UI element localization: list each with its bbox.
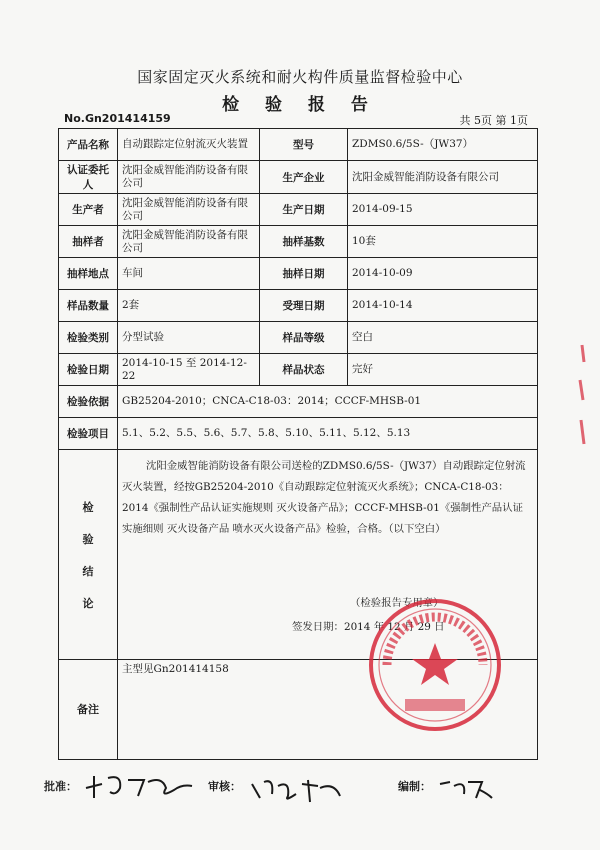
field-label: 检验依据 <box>59 386 118 418</box>
field-value: 5.1、5.2、5.5、5.6、5.7、5.8、5.10、5.11、5.12、5.13 <box>118 418 538 450</box>
field-label: 抽样日期 <box>260 258 348 290</box>
field-label: 受理日期 <box>260 290 348 322</box>
field-value: 2014-10-14 <box>348 290 538 322</box>
signature-row <box>44 776 537 816</box>
field-value: 沈阳金威智能消防设备有限公司 <box>118 226 260 258</box>
field-label: 样品等级 <box>260 322 348 354</box>
report-number: No.Gn201414159 <box>64 112 171 125</box>
conclusion-label-char: 结 <box>82 564 94 578</box>
compile-signature-icon <box>436 776 496 802</box>
field-value: 2套 <box>118 290 260 322</box>
page-info: 共 5页 第 1页 <box>459 114 528 127</box>
field-label: 检验类别 <box>59 322 118 354</box>
field-label: 生产日期 <box>260 194 348 226</box>
conclusion-label-char: 检 <box>82 500 94 514</box>
approve-label: 批准： <box>44 780 77 793</box>
report-title: 检 验 报 告 <box>222 95 378 115</box>
conclusion-label-char: 验 <box>82 532 94 546</box>
table-row <box>59 354 538 386</box>
field-value: 沈阳金威智能消防设备有限公司 <box>348 161 538 194</box>
field-value: ZDMS0.6/5S-（JW37） <box>348 129 538 161</box>
table-row <box>59 258 538 290</box>
field-label: 产品名称 <box>59 129 118 161</box>
table-row <box>59 290 538 322</box>
note-value: 主型见Gn201414158 <box>118 660 538 760</box>
field-label: 生产者 <box>59 194 118 226</box>
field-label: 抽样基数 <box>260 226 348 258</box>
field-value: 10套 <box>348 226 538 258</box>
field-value: 2014-10-09 <box>348 258 538 290</box>
table-row <box>59 194 538 226</box>
field-label: 认证委托人 <box>59 161 118 194</box>
field-label: 检验日期 <box>59 354 118 386</box>
conclusion-label-char: 论 <box>82 596 94 610</box>
field-value: 空白 <box>348 322 538 354</box>
field-value: 完好 <box>348 354 538 386</box>
table-row <box>59 386 538 418</box>
review-label: 审核： <box>208 780 241 793</box>
table-row <box>59 418 538 450</box>
seal-edge-mark-icon <box>568 340 588 450</box>
compile-label: 编制： <box>398 780 431 793</box>
table-row <box>59 322 538 354</box>
field-label: 样品状态 <box>260 354 348 386</box>
field-value: 2014-09-15 <box>348 194 538 226</box>
stamp-caption: （检验报告专用章） <box>350 597 444 609</box>
issue-date: 签发日期：2014 年 12 月 29 日 <box>292 621 445 633</box>
note-label: 备注 <box>77 702 99 716</box>
table-row <box>59 161 538 194</box>
field-label: 抽样地点 <box>59 258 118 290</box>
field-value: GB25204-2010；CNCA-C18-03：2014；CCCF-MHSB-01 <box>118 386 538 418</box>
field-value: 自动跟踪定位射流灭火装置 <box>118 129 260 161</box>
table-row <box>59 226 538 258</box>
field-label: 抽样者 <box>59 226 118 258</box>
field-label: 样品数量 <box>59 290 118 322</box>
field-value: 沈阳金威智能消防设备有限公司 <box>118 161 260 194</box>
field-value: 分型试验 <box>118 322 260 354</box>
center-title: 国家固定灭火系统和耐火构件质量监督检验中心 <box>137 68 463 86</box>
conclusion-label-cell <box>59 450 118 660</box>
field-value: 车间 <box>118 258 260 290</box>
official-seal-icon <box>365 595 505 735</box>
field-value: 2014-10-15 至 2014-12-22 <box>118 354 260 386</box>
note-label-cell <box>59 660 118 760</box>
field-label: 检验项目 <box>59 418 118 450</box>
field-label: 型号 <box>260 129 348 161</box>
field-value: 沈阳金威智能消防设备有限公司 <box>118 194 260 226</box>
conclusion-text: 沈阳金威智能消防设备有限公司送检的ZDMS0.6/5S-（JW37）自动跟踪定位射流灭火装置，经按GB25204-2010《自动跟踪定位射流灭火系统》；CNCA-C18-03：2014《强制性产品认证实施规则 灭火设备产品》；CCCF-MHSB-01《强制性产品认证实施细则 灭火设备产品 喷水灭火设备产品》检验，合格。（以下空白） <box>122 460 526 535</box>
review-signature-icon <box>248 774 348 804</box>
table-row <box>59 129 538 161</box>
field-label: 生产企业 <box>260 161 348 194</box>
approve-signature-icon <box>82 770 202 800</box>
